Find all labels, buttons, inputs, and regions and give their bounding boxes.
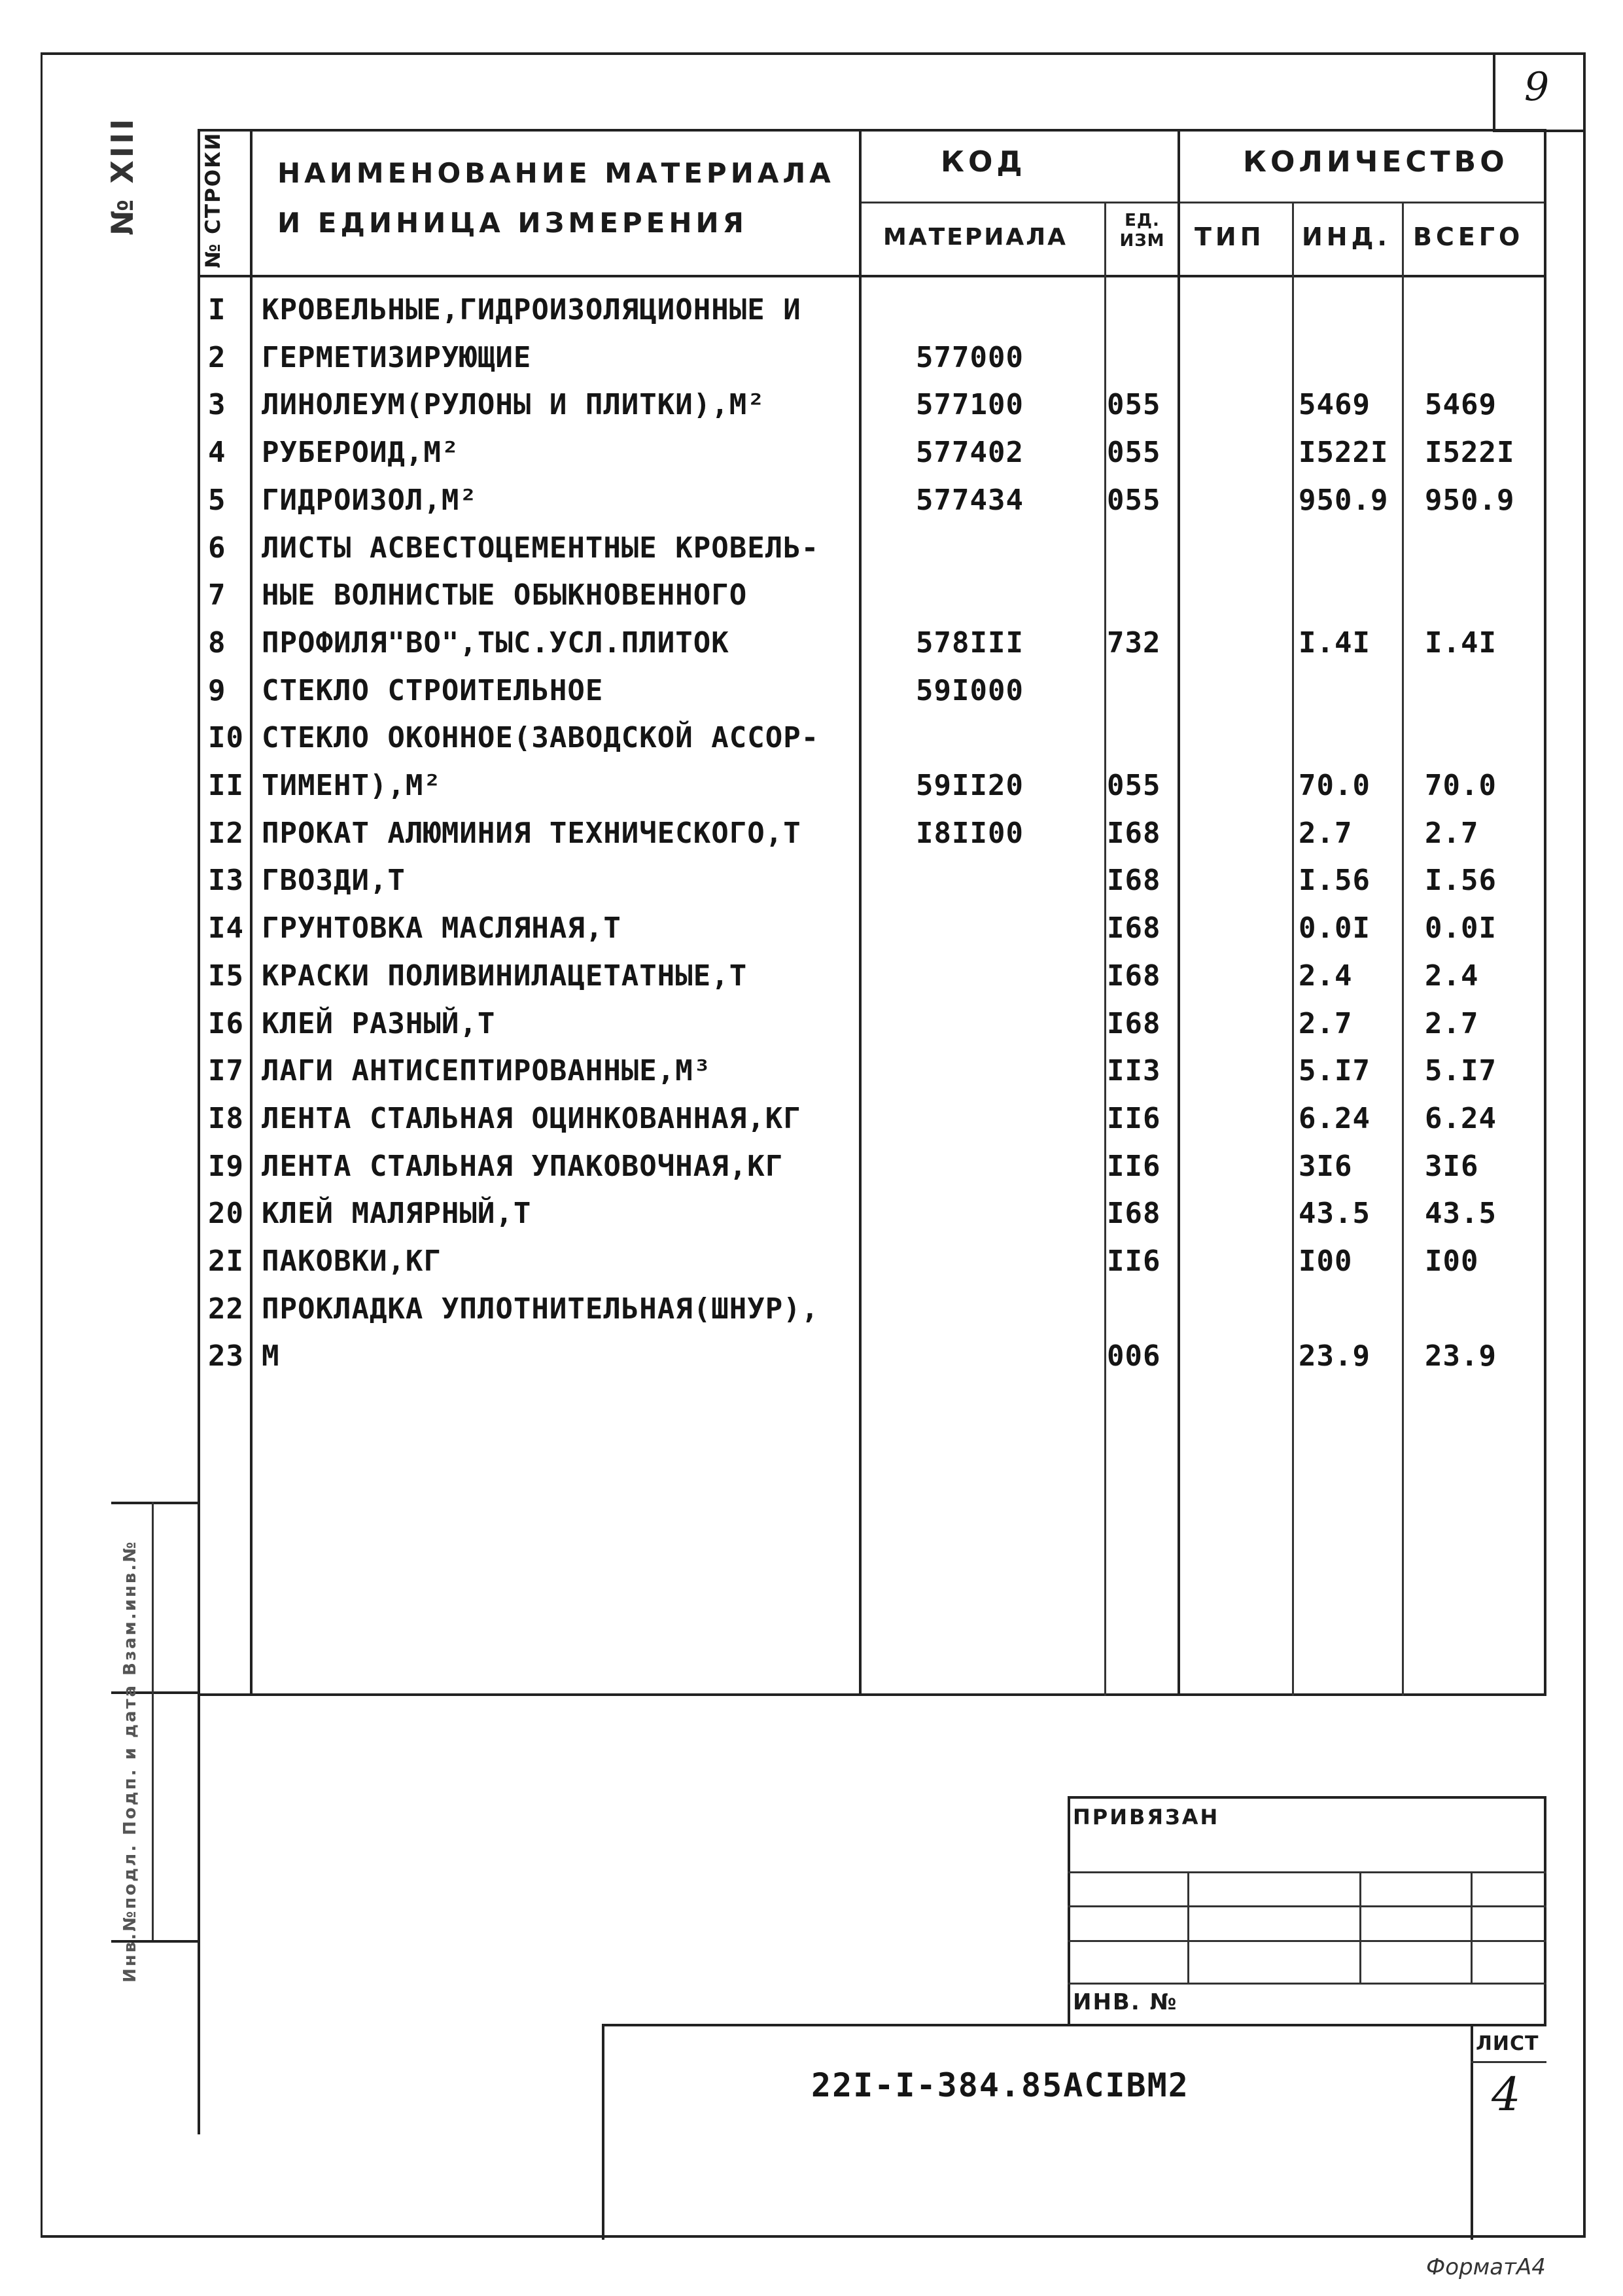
row-number: I8 bbox=[208, 1102, 244, 1135]
material-name: КЛЕЙ МАЛЯРНЫЙ,Т bbox=[262, 1197, 532, 1230]
header-quantity: КОЛИЧЕСТВО bbox=[1243, 145, 1509, 179]
qty-ind: I.4I bbox=[1299, 626, 1370, 660]
row-number: I3 bbox=[208, 864, 244, 897]
qty-total: 70.0 bbox=[1425, 769, 1497, 802]
qty-ind: 70.0 bbox=[1299, 769, 1370, 802]
sheet-number: 4 bbox=[1492, 2068, 1521, 2121]
material-name: ПАКОВКИ,КГ bbox=[262, 1245, 442, 1278]
qty-total: 43.5 bbox=[1425, 1197, 1497, 1230]
unit-code: I68 bbox=[1107, 817, 1161, 850]
row-number: I4 bbox=[208, 911, 244, 945]
qty-ind: 23.9 bbox=[1299, 1339, 1370, 1373]
material-name: ЛИНОЛЕУМ(РУЛОНЫ И ПЛИТКИ),М² bbox=[262, 388, 765, 421]
side-stamp: Инв.№подл. Подп. и дата Взам.инв.№ bbox=[120, 1540, 140, 1983]
qty-ind: I.56 bbox=[1299, 864, 1370, 897]
unit-code: 055 bbox=[1107, 436, 1161, 469]
col-line-6 bbox=[1402, 202, 1404, 1696]
qty-total: 0.0I bbox=[1425, 911, 1497, 945]
row-number: 6 bbox=[208, 531, 226, 565]
material-code: I8II00 bbox=[916, 817, 1024, 850]
header-qty-ind: ИНД. bbox=[1302, 222, 1391, 251]
qty-total: 2.7 bbox=[1425, 817, 1479, 850]
tb-col-2 bbox=[1359, 1871, 1361, 1983]
format-label: ФорматА4 bbox=[1426, 2254, 1546, 2280]
row-number: I7 bbox=[208, 1054, 244, 1087]
qty-total: I00 bbox=[1425, 1245, 1479, 1278]
row-number: 9 bbox=[208, 674, 226, 707]
side-mark: № XIII bbox=[105, 116, 140, 236]
header-bottom-line bbox=[198, 275, 1546, 277]
qty-ind: 2.7 bbox=[1299, 1007, 1353, 1040]
qty-total: I.56 bbox=[1425, 864, 1497, 897]
qty-total: 2.7 bbox=[1425, 1007, 1479, 1040]
sheet-label: ЛИСТ bbox=[1476, 2032, 1539, 2055]
row-number: I9 bbox=[208, 1150, 244, 1183]
header-code: КОД bbox=[941, 145, 1026, 179]
material-name: ГВОЗДИ,Т bbox=[262, 864, 406, 897]
qty-total: I.4I bbox=[1425, 626, 1497, 660]
tb-grid-2 bbox=[1068, 1905, 1546, 1907]
material-name: КЛЕЙ РАЗНЫЙ,Т bbox=[262, 1007, 496, 1040]
unit-code: 055 bbox=[1107, 769, 1161, 802]
unit-code: I68 bbox=[1107, 959, 1161, 993]
header-row-no: № СТРОКИ bbox=[201, 132, 225, 268]
code-box-left bbox=[602, 2024, 604, 2240]
material-name: ПРОФИЛЯ"ВО",ТЫС.УСЛ.ПЛИТОК bbox=[262, 626, 729, 660]
page-number: 9 bbox=[1524, 64, 1550, 110]
qty-ind: I00 bbox=[1299, 1245, 1353, 1278]
header-code-unit: ЕД. ИЗМ bbox=[1119, 211, 1165, 251]
col-line-0 bbox=[198, 129, 200, 2134]
row-number: I5 bbox=[208, 959, 244, 993]
material-name: КРАСКИ ПОЛИВИНИЛАЦЕТАТНЫЕ,Т bbox=[262, 959, 748, 993]
header-qty-type: ТИП bbox=[1195, 222, 1265, 251]
qty-total: 5469 bbox=[1425, 388, 1497, 421]
material-name: ПРОКЛАДКА УПЛОТНИТЕЛЬНАЯ(ШНУР), bbox=[262, 1292, 820, 1326]
material-name: ПРОКАТ АЛЮМИНИЯ ТЕХНИЧЕСКОГО,Т bbox=[262, 817, 801, 850]
qty-total: I522I bbox=[1425, 436, 1515, 469]
row-number: 4 bbox=[208, 436, 226, 469]
qty-total: 950.9 bbox=[1425, 484, 1515, 517]
qty-ind: 5.I7 bbox=[1299, 1054, 1370, 1087]
qty-total: 2.4 bbox=[1425, 959, 1479, 993]
row-number: 8 bbox=[208, 626, 226, 660]
row-number: I0 bbox=[208, 721, 244, 754]
row-number: II bbox=[208, 769, 244, 802]
unit-code: 732 bbox=[1107, 626, 1161, 660]
unit-code: I68 bbox=[1107, 1197, 1161, 1230]
table-top-line bbox=[198, 129, 1546, 132]
material-name: РУБЕРОИД,М² bbox=[262, 436, 460, 469]
material-name: ЛАГИ АНТИСЕПТИРОВАННЫЕ,М³ bbox=[262, 1054, 712, 1087]
qty-total: 6.24 bbox=[1425, 1102, 1497, 1135]
material-name: НЫЕ ВОЛНИСТЫЕ ОБЫКНОВЕННОГО bbox=[262, 578, 748, 612]
qty-ind: 6.24 bbox=[1299, 1102, 1370, 1135]
sheet-frame bbox=[41, 52, 1586, 2238]
unit-code: I68 bbox=[1107, 1007, 1161, 1040]
row-number: 23 bbox=[208, 1339, 244, 1373]
material-code: 59II20 bbox=[916, 769, 1024, 802]
qty-total: 5.I7 bbox=[1425, 1054, 1497, 1087]
stamp-line-top bbox=[111, 1502, 198, 1504]
row-number: 3 bbox=[208, 388, 226, 421]
row-number: I bbox=[208, 293, 226, 327]
tb-right-line bbox=[1544, 1796, 1546, 2025]
qty-ind: 2.4 bbox=[1299, 959, 1353, 993]
unit-code: II6 bbox=[1107, 1102, 1161, 1135]
tb-grid-3 bbox=[1068, 1940, 1546, 1942]
header-qty-total: ВСЕГО bbox=[1413, 222, 1524, 251]
col-line-2 bbox=[859, 129, 862, 1696]
qty-total: 23.9 bbox=[1425, 1339, 1497, 1373]
row-number: 5 bbox=[208, 484, 226, 517]
unit-code: 055 bbox=[1107, 484, 1161, 517]
material-code: 577402 bbox=[916, 436, 1024, 469]
col-line-3 bbox=[1104, 202, 1106, 1696]
col-line-7 bbox=[1544, 129, 1546, 1696]
sheet-box-left bbox=[1471, 2024, 1473, 2240]
unit-code: 055 bbox=[1107, 388, 1161, 421]
qty-total: 3I6 bbox=[1425, 1150, 1479, 1183]
material-code: 577100 bbox=[916, 388, 1024, 421]
header-code-material: МАТЕРИАЛА bbox=[883, 224, 1068, 251]
tb-col-1 bbox=[1187, 1871, 1189, 1983]
header-name: НАИМЕНОВАНИЕ МАТЕРИАЛА bbox=[277, 157, 835, 189]
qty-ind: 5469 bbox=[1299, 388, 1370, 421]
unit-code: II6 bbox=[1107, 1150, 1161, 1183]
material-name: М bbox=[262, 1339, 280, 1373]
row-number: 20 bbox=[208, 1197, 244, 1230]
sheet-box-mid bbox=[1471, 2061, 1546, 2063]
stamp-line-vertical bbox=[152, 1502, 154, 1940]
material-name: ЛЕНТА СТАЛЬНАЯ УПАКОВОЧНАЯ,КГ bbox=[262, 1150, 784, 1183]
material-code: 577000 bbox=[916, 341, 1024, 374]
qty-ind: 3I6 bbox=[1299, 1150, 1353, 1183]
header-name-sub: И ЕДИНИЦА ИЗМЕРЕНИЯ bbox=[277, 207, 748, 239]
material-name: СТЕКЛО СТРОИТЕЛЬНОЕ bbox=[262, 674, 604, 707]
inv-label: ИНВ. № bbox=[1073, 1989, 1178, 2015]
header-mid-line bbox=[859, 202, 1546, 203]
qty-ind: 0.0I bbox=[1299, 911, 1370, 945]
tb-col-3 bbox=[1471, 1871, 1473, 1983]
row-number: 2 bbox=[208, 341, 226, 374]
unit-code: I68 bbox=[1107, 911, 1161, 945]
row-number: I6 bbox=[208, 1007, 244, 1040]
bound-label: ПРИВЯЗАН bbox=[1073, 1805, 1220, 1829]
material-code: 578III bbox=[916, 626, 1024, 660]
qty-ind: 950.9 bbox=[1299, 484, 1389, 517]
tb-left-line bbox=[1068, 1796, 1070, 2025]
document-code: 22I-I-384.85АСIВМ2 bbox=[811, 2066, 1189, 2104]
material-code: 59I000 bbox=[916, 674, 1024, 707]
qty-ind: I522I bbox=[1299, 436, 1389, 469]
unit-code: II6 bbox=[1107, 1245, 1161, 1278]
material-name: ГИДРОИЗОЛ,М² bbox=[262, 484, 478, 517]
col-line-4 bbox=[1178, 129, 1180, 1696]
row-number: 2I bbox=[208, 1245, 244, 1278]
tb-grid-1 bbox=[1068, 1871, 1546, 1873]
material-code: 577434 bbox=[916, 484, 1024, 517]
material-name: ЛЕНТА СТАЛЬНАЯ ОЦИНКОВАННАЯ,КГ bbox=[262, 1102, 801, 1135]
material-name: КРОВЕЛЬНЫЕ,ГИДРОИЗОЛЯЦИОННЫЕ И bbox=[262, 293, 801, 327]
row-number: I2 bbox=[208, 817, 244, 850]
material-name: ГЕРМЕТИЗИРУЮЩИЕ bbox=[262, 341, 532, 374]
row-number: 22 bbox=[208, 1292, 244, 1326]
material-name: ГРУНТОВКА МАСЛЯНАЯ,Т bbox=[262, 911, 621, 945]
unit-code: I68 bbox=[1107, 864, 1161, 897]
unit-code: II3 bbox=[1107, 1054, 1161, 1087]
tb-top-line bbox=[1068, 1796, 1546, 1799]
col-line-1 bbox=[250, 129, 253, 1696]
material-name: ТИМЕНТ),М² bbox=[262, 769, 442, 802]
code-box-top bbox=[602, 2024, 1546, 2026]
unit-code: 006 bbox=[1107, 1339, 1161, 1373]
table-bottom-line bbox=[198, 1693, 1546, 1696]
col-line-5 bbox=[1292, 202, 1294, 1696]
row-number: 7 bbox=[208, 578, 226, 612]
qty-ind: 2.7 bbox=[1299, 817, 1353, 850]
material-name: СТЕКЛО ОКОННОЕ(ЗАВОДСКОЙ АССОР- bbox=[262, 721, 820, 754]
tb-grid-4 bbox=[1068, 1983, 1546, 1985]
material-name: ЛИСТЫ АСВЕСТОЦЕМЕНТНЫЕ КРОВЕЛЬ- bbox=[262, 531, 820, 565]
qty-ind: 43.5 bbox=[1299, 1197, 1370, 1230]
